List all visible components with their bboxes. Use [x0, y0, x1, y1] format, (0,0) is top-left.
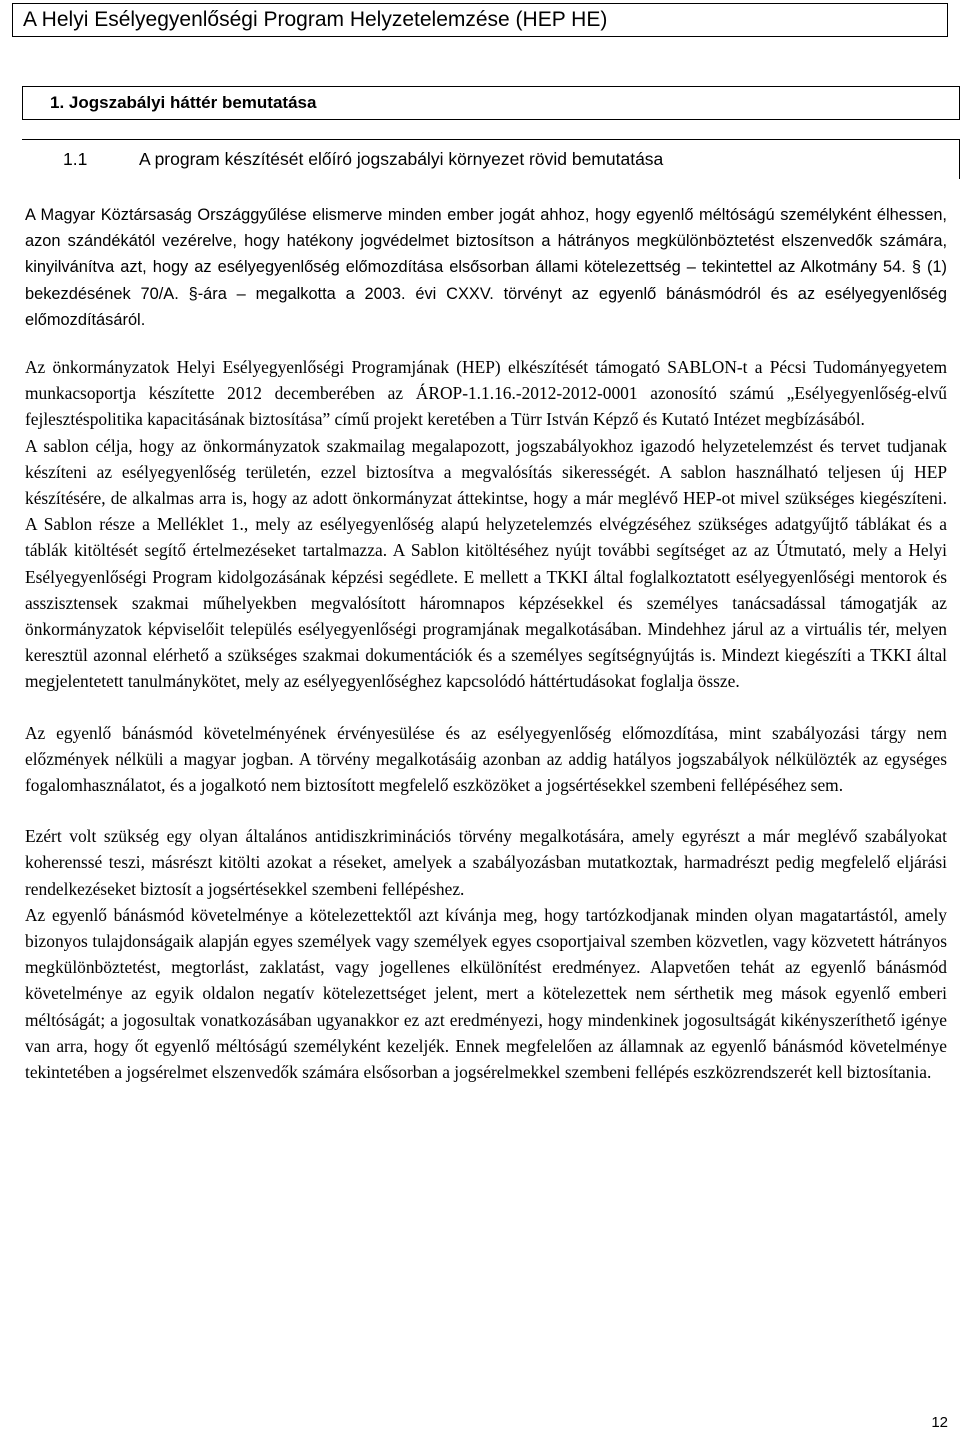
page-number: 12	[931, 1414, 948, 1431]
paragraph-sablon-origin: Az önkormányzatok Helyi Esélyegyenlőségi Programjának (HEP) elkészítését támogató SABLON-t a Pécsi Tudományegyetem munkacsoportja készítette 2012 decemberében az ÁROP-1.1.16.-2012-2012-0001 azonosító számú „Esélyegyenlőség-elvű fejlesztéspolitika kapacitásának biztosítása” című projekt keretében a Türr István Képző és Kutató Intézet megbízásából.	[25, 357, 947, 430]
document-title: A Helyi Esélyegyenlőségi Program Helyzetelemzése (HEP HE)	[23, 8, 608, 31]
paragraph-antidiscrimination-law: Ezért volt szükség egy olyan általános antidiszkriminációs törvény megalkotására, amely egyrészt a már meglévő szabályokat koherenssé teszi, másrészt kitölti azokat a réseket, amelyek a szabályozásban mutatkoztak, harmadrészt pedig megfelelő eljárási rendelkezéseket biztosít a jogsértésekkel szembeni fellépéshez.	[25, 826, 947, 899]
section-heading-box	[22, 86, 960, 120]
paragraph-sablon-purpose: A sablon célja, hogy az önkormányzatok szakmailag megalapozott, jogszabályokhoz igazodó helyzetelemzést és tervet tudjanak készíteni az esélyegyenlőség területén, ezzel biztosítva a megvalósítás sikerességét. A sablon használható teljesen új HEP készítésére, de alkalmas arra is, hogy az adott önkormányzat áttekintse, hogy a már meglévő HEP-ot mivel szükséges kiegészíteni. A Sablon része a Melléklet 1., mely az esélyegyenlőség alapú helyzetelemzés elvégzéséhez szükséges adatgyűjtő táblákat és a táblák kitöltését segítő értelmezéseket tartalmazza. A Sablon kitöltéséhez nyújt további segítséget az az Útmutató, mely a Helyi Esélyegyenlőségi Program kidolgozásának képzési segédlete. E mellett a TKKI által foglalkoztatott esélyegyenlőségi mentorok és asszisztensek szakmai műhelyekben megvalósított háromnapos képzésekkel és személyes tanácsadással támogatják az önkormányzatok képviselőit település esélyegyenlőségi programjának megalkotásában. Mindehhez járul az a virtuális tér, melyen keresztül azonnal elérhető a szükséges szakmai dokumentációk és a személyes segítségnyújtás is. Mindezt kiegészíti a TKKI által megjelentetett tanulmánykötet, mely az esélyegyenlőséghez kapcsolódó háttértudásokat foglalja össze.	[25, 435, 947, 692]
paragraph-legal-background: A Magyar Köztársaság Országgyűlése elismerve minden ember jogát ahhoz, hogy egyenlő méltóságú személyként élhessen, azon szándékától vezérelve, hogy hatékony jogvédelmet biztosítson a hátrányos megkülönböztetést elszenvedők számára, kinyilvánítva azt, hogy az esélyegyenlőség előmozdítása elsősorban állami kötelezettség – tekintettel az Alkotmány 54. § (1) bekezdésének 70/A. §-ára – megalkotta a 2003. évi CXXV. törvényt az egyenlő bánásmódról és az esélyegyenlőség előmozdításáról.	[25, 206, 947, 329]
document-header	[12, 3, 948, 37]
subsection-heading-box	[22, 139, 960, 179]
paragraph-equal-treatment-requirement: Az egyenlő bánásmód követelménye a kötelezettektől azt kívánja meg, hogy tartózkodjanak minden olyan magatartástól, amely bizonyos tulajdonságaik alapján egyes személyek vagy személyek egyes csoportjaival szemben közvetlen, vagy közvetett hátrányos megkülönböztetést, megtorlást, zaklatást, vagy jogellenes elkülönítést eredményez. Alapvetően tehát az egyenlő bánásmód követelménye az egyik oldalon negatív kötelezettséget jelent, mert a kötelezettek nem sérthetik meg mások egyenlő emberi méltóságát; a jogosultak vonatkozásában ugyanakkor ez azt eredményezi, hogy mindenkinek jogosultságát kikényszeríthető igénye van arra, hogy őt egyenlő méltóságú személyként kezeljék. Ennek megfelelően az államnak az egyenlő bánásmód követelménye tekintetében a jogsérelmet elszenvedők számára elsősorban a jogsérelmekkel szembeni fellépés eszközrendszerét kell biztosítania.	[25, 904, 947, 1083]
paragraph-equal-treatment-history: Az egyenlő bánásmód követelményének érvényesülése és az esélyegyenlőség előmozdítása, mint szabályozási tárgy nem előzmények nélküli a magyar jogban. A törvény megalkotásáig azonban az addig hatályos jogszabályok nélkülözték az egységes fogalomhasználatot, és a jogalkotó nem biztosított megfelelő eszközöket a jogsértésekkel szembeni fellépéséhez sem.	[25, 722, 947, 796]
subsection-number: 1.1	[63, 149, 88, 169]
section-heading: 1. Jogszabályi háttér bemutatása	[50, 93, 317, 112]
subsection-title: A program készítését előíró jogszabályi környezet rövid bemutatása	[139, 149, 664, 169]
document-body	[25, 202, 947, 1085]
